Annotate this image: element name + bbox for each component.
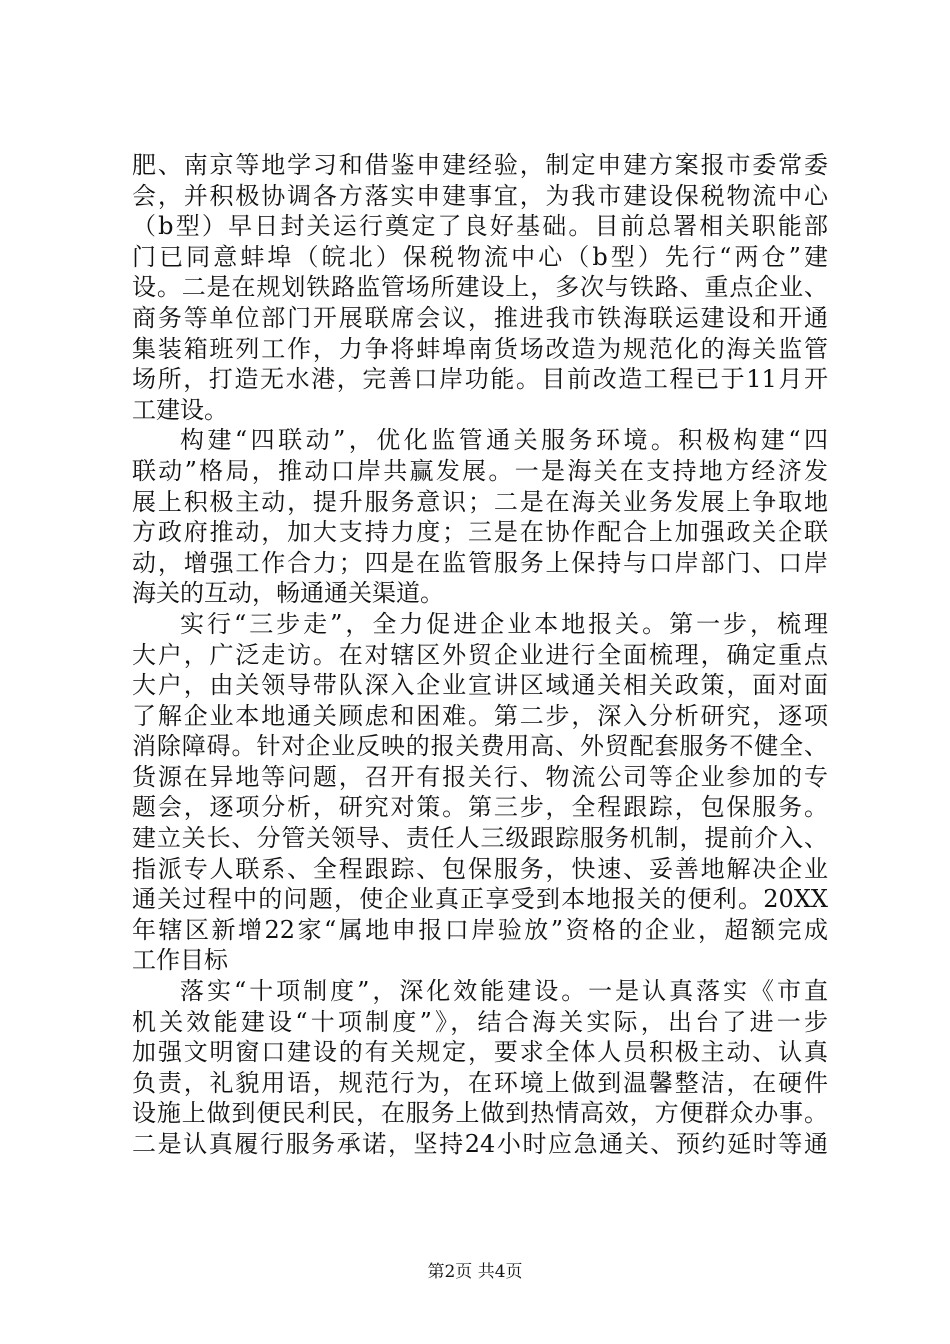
text-line: 货源在异地等问题，召开有报关行、物流公司等企业参加的专	[132, 762, 828, 791]
text-line: 设施上做到便民利民，在服务上做到热情高效，方便群众办事。	[132, 1099, 828, 1128]
text-line: 年辖区新增22家“属地申报口岸验放”资格的企业，超额完成	[132, 915, 828, 944]
text-line: 肥、南京等地学习和借鉴申建经验，制定申建方案报市委常委	[132, 151, 828, 179]
text-line: 加强文明窗口建设的有关规定，要求全体人员积极主动、认真	[132, 1038, 828, 1067]
text-line: 大户，由关领导带队深入企业宣讲区域通关相关政策，面对面	[132, 671, 828, 700]
text-line: 题会，逐项分析，研究对策。第三步，全程跟踪，包保服务。	[132, 793, 828, 822]
text-line: 大户，广泛走访。在对辖区外贸企业进行全面梳理，确定重点	[132, 640, 828, 669]
paragraph-first-line: 实行“三步走”，全力促进企业本地报关。第一步，梳理	[180, 609, 828, 638]
text-line: 海关的互动，畅通通关渠道。	[132, 579, 444, 608]
document-body	[132, 150, 828, 1160]
paragraph-first-line: 构建“四联动”，优化监管通关服务环境。积极构建“四	[180, 426, 828, 455]
text-line: 负责，礼貌用语，规范行为，在环境上做到温馨整洁，在硬件	[132, 1068, 828, 1097]
text-line: 设。二是在规划铁路监管场所建设上，多次与铁路、重点企业、	[132, 273, 828, 302]
text-line: 集装箱班列工作，力争将蚌埠南货场改造为规范化的海关监管	[132, 334, 828, 363]
text-line: 联动”格局，推动口岸共赢发展。一是海关在支持地方经济发	[132, 456, 828, 485]
page-number-footer: 第2页 共4页	[427, 1262, 523, 1282]
text-line: 工作目标	[132, 946, 228, 975]
text-line: 工建设。	[132, 395, 228, 424]
text-line: 商务等单位部门开展联席会议，推进我市铁海联运建设和开通	[132, 303, 828, 332]
text-line: 机关效能建设“十项制度”》，结合海关实际，出台了进一步	[132, 1007, 828, 1036]
text-line: 动，增强工作合力；四是在监管服务上保持与口岸部门、口岸	[132, 548, 828, 577]
text-line: 会，并积极协调各方落实申建事宜，为我市建设保税物流中心	[132, 181, 828, 210]
text-line: 指派专人联系、全程跟踪、包保服务，快速、妥善地解决企业	[132, 854, 828, 883]
text-line: 通关过程中的问题，使企业真正享受到本地报关的便利。20XX	[132, 885, 828, 914]
text-line: 消除障碍。针对企业反映的报关费用高、外贸配套服务不健全、	[132, 732, 828, 761]
text-line: 门已同意蚌埠（皖北）保税物流中心（b型）先行“两仓”建	[132, 242, 828, 271]
text-line: 建立关长、分管关领导、责任人三级跟踪服务机制，提前介入、	[132, 824, 828, 853]
text-line: 展上积极主动，提升服务意识；二是在海关业务发展上争取地	[132, 487, 828, 516]
text-line: （b型）早日封关运行奠定了良好基础。目前总署相关职能部	[132, 212, 828, 241]
text-line: 场所，打造无水港，完善口岸功能。目前改造工程已于11月开	[132, 365, 828, 394]
text-line: 方政府推动，加大支持力度；三是在协作配合上加强政关企联	[132, 518, 828, 547]
text-line: 了解企业本地通关顾虑和困难。第二步，深入分析研究，逐项	[132, 701, 828, 730]
paragraph-first-line: 落实“十项制度”，深化效能建设。一是认真落实《市直	[180, 977, 828, 1006]
text-line: 二是认真履行服务承诺，坚持24小时应急通关、预约延时等通	[132, 1130, 828, 1158]
